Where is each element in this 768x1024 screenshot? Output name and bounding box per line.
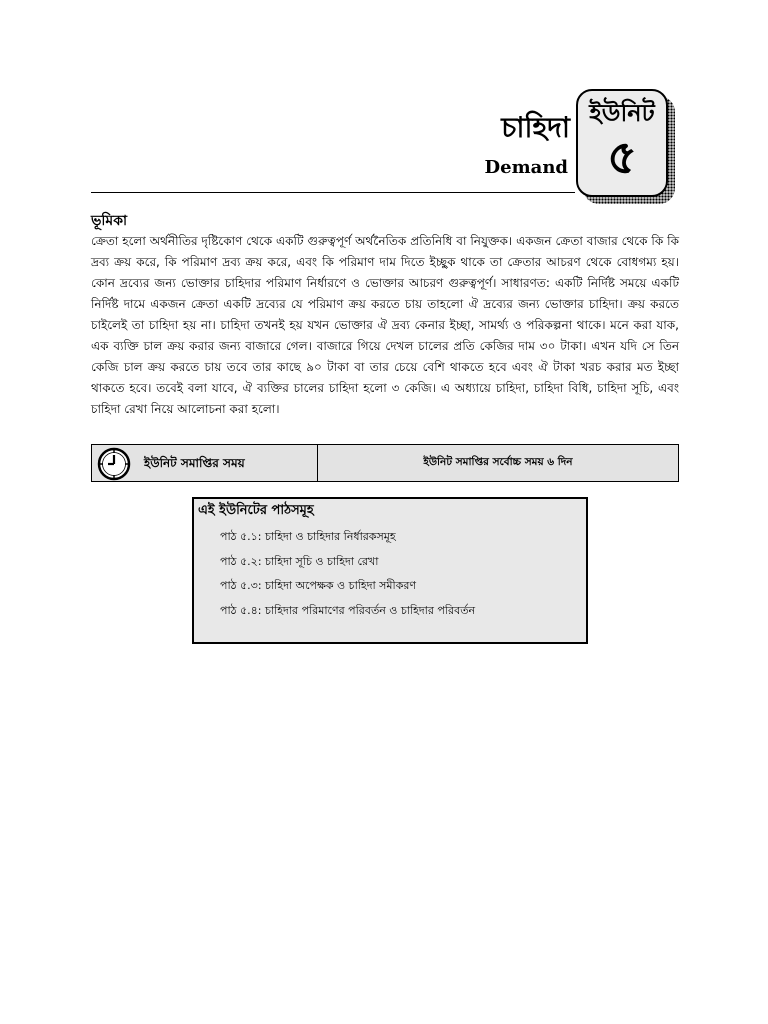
time-table-right-cell: [318, 445, 678, 481]
unit-title: চাহিদা: [501, 111, 570, 144]
lesson-item: পাঠ ৫.৩: চাহিদা অপেক্ষক ও চাহিদা সমীকরণ: [220, 579, 417, 592]
header-divider: [91, 192, 575, 193]
time-table-left-label: ইউনিট সমাপ্তির সময়: [144, 456, 245, 470]
intro-heading: ভূমিকা: [91, 213, 128, 229]
lessons-list: [220, 525, 475, 623]
lesson-item: পাঠ ৫.১: চাহিদা ও চাহিদার নির্ধারকসমূহ: [220, 530, 396, 543]
lesson-item: পাঠ ৫.৪: চাহিদার পরিমাণের পরিবর্তন ও চাহিদার পরিবর্তন: [220, 603, 476, 617]
lessons-box: [192, 497, 588, 644]
lesson-item: পাঠ ৫.২: চাহিদা সূচি ও চাহিদা রেখা: [220, 554, 379, 568]
unit-badge: [576, 89, 668, 197]
unit-badge-number: ৫: [607, 130, 637, 184]
clock-icon: [97, 447, 131, 481]
unit-time-table: [91, 444, 679, 482]
lessons-title: এই ইউনিটের পাঠসমূহ: [198, 503, 314, 518]
time-table-left-cell: [92, 445, 318, 481]
time-table-right-label: ইউনিট সমাপ্তির সর্বোচ্চ সময় ৬ দিন: [423, 455, 573, 468]
unit-subtitle: Demand: [484, 157, 568, 178]
unit-badge-word: ইউনিট: [589, 99, 655, 127]
intro-paragraph: ক্রেতা হলো অর্থনীতির দৃষ্টিকোণ থেকে একটি গুরুত্বপূর্ণ অর্থনৈতিক প্রতিনিধি বা নিযুক্তক। একজন ক্রেতা বাজার থেকে কি কি দ্রব্য ক্রয় করে, কি পরিমাণ দ্রব্য ক্রয় করে, এবং কি পরিমাণ দাম দিতে ইচ্ছুক থাকে তা ক্রেতার আচরণ থেকে বোধগম্য হয়। কোন দ্রব্যের জন্য ভোক্তার চাহিদার পরিমাণ নির্ধারণে ও ভোক্তার আচরণ গুরুত্বপূর্ণ। সাধারণত: একটি নির্দিষ্ট সময়ে একটি নির্দিষ্ট দামে একজন ক্রেতা একটি দ্রব্যের যে পরিমাণ ক্রয় করতে চায় তাহলো ঐ দ্রব্যের জন্য ভোক্তার চাহিদা। ক্রয় করতে চাইলেই তা চাহিদা হয় না। চাহিদা তখনই হয় যখন ভোক্তার ঐ দ্রব্য কেনার ইচ্ছা, সামর্থ্য ও পরিকল্পনা থাকে। মনে করা যাক, এক ব্যক্তি চাল ক্রয় করার জন্য বাজারে গেল। বাজারে গিয়ে দেখল চালের প্রতি কেজির দাম ৩০ টাকা। এখন যদি সে তিন কেজি চাল ক্রয় করতে চায় তবে তার কাছে ৯০ টাকা বা তার চেয়ে বেশি থাকতে হবে এবং ঐ টাকা খরচ করার মত ইচ্ছা থাকতে হবে। তবেই বলা যাবে, ঐ ব্যক্তির চালের চাহিদা হলো ৩ কেজি। এ অধ্যায়ে চাহিদা, চাহিদা বিধি, চাহিদা সূচি, এবং চাহিদা রেখা নিয়ে আলোচনা করা হলো।: [91, 234, 679, 416]
